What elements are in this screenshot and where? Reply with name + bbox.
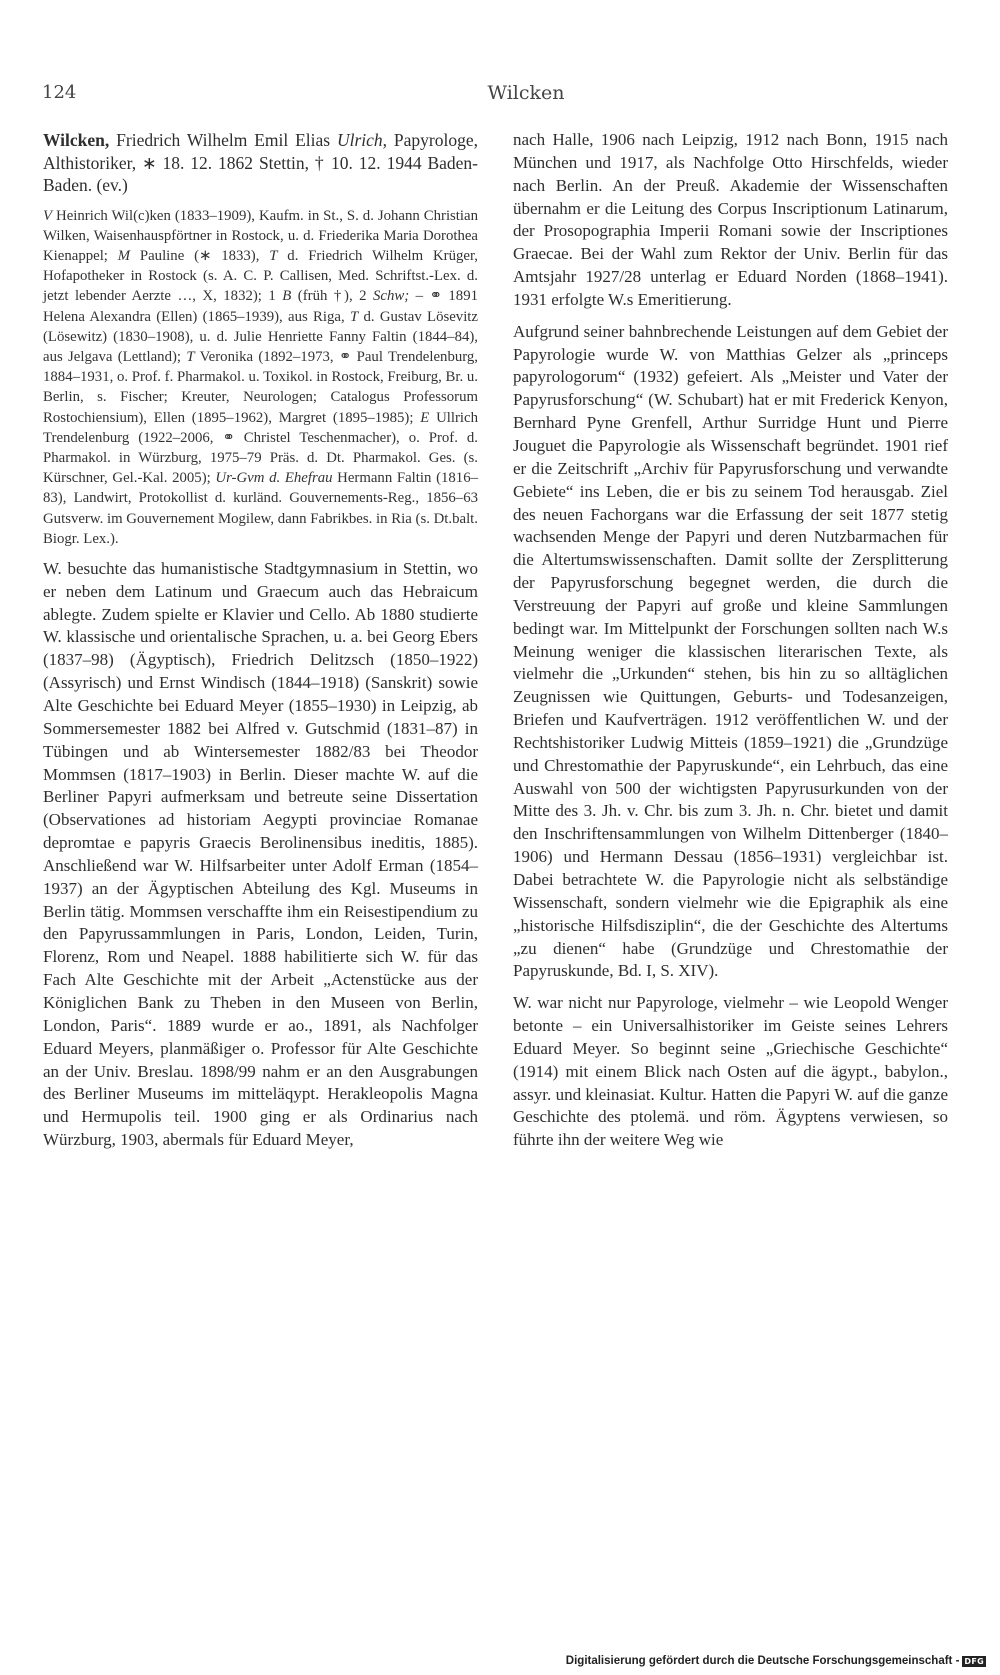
lemma: Wilcken, [43, 130, 110, 150]
running-title-text: Wilcken [487, 82, 565, 104]
left-column [43, 129, 478, 1152]
genealogy-abbrev: T [186, 348, 195, 365]
genealogy-block [43, 206, 478, 549]
body-paragraph-3: Aufgrund seiner bahnbrechende Leistungen auf dem Gebiet der Papyrologie wurde W. von Matthias Gelzer als „princeps papyrologorum“ (1932) gefeiert. Als „Meister und Vater der Papyrusforschung“ (W. Schubart) hat er mit Frederick Kenyon, Bernhard Pyne Grenfell, Arthur Surridge Hunt und Pierre Jouguet die Papyrologie als Wissenschaft begründet. 1901 rief er die Zeitschrift „Archiv für Papyrusforschung und verwandte Gebiete“ ins Leben, die er bis zu seinem Tod herausgab. Ziel des neuen Fachorgans war die Erfassung der seit 1877 stetig wachsenden Menge der Papyri und deren Nutzbarmachen für die Altertumswissenschaften. Damit sollte der Zersplitterung der Papyrusforschung begegnet werden, die durch die Verstreuung der Papyri auf große und kleine Sammlungen bedingt war. Im Mittelpunkt der Forschungen sollten nach W.s Meinung weniger die klassischen literarischen Texte, als vielmehr die „Urkunden“ stehen, bis hin zu so alltäglichen Zeugnissen wie Quittungen, Geburts- und Todesanzeigen, Briefen und Kaufverträgen. 1912 veröffentlichen W. und der Rechtshistoriker Ludwig Mitteis (1859–1921) die „Grundzüge und Chrestomathie der Papyruskunde“, ein Lehrbuch, das eine Auswahl von 500 der wichtigsten Papyrusurkunden von der Mitte des 3. Jh. v. Chr. bis zum 3. Jh. n. Chr. bietet und damit den Inschriftensammlungen von Wilhelm Dittenberger (1840–1906) und Hermann Dessau (1856–1931) vergleichbar ist. Dabei betrachtete W. die Papyrologie nicht als selbständige Wissenschaft, sondern vielmehr wie die Epigraphik als eine „historische Hilfsdisziplin“, die der Geschichte des Altertums „zu dienen“ habe (Grundzüge und Chrestomathie der Papyruskunde, Bd. I, S. XIV). [513, 321, 948, 981]
genealogy-abbrev: B [282, 288, 292, 305]
genealogy-text: d. Gustav Lösevitz (Lösewitz) (1830–1908), u. d. Julie Henriette Fanny Faltin (1844–84), aus Jelgava (Lettland); [43, 308, 478, 365]
genealogy-text: (früh †), 2 [291, 288, 373, 305]
genealogy-text: Pauline (∗ 1833), [130, 247, 270, 264]
genealogy-abbrev: Schw; [373, 288, 410, 305]
genealogy-abbrev: V [43, 207, 53, 224]
running-title [0, 82, 1000, 104]
body-paragraph-2: nach Halle, 1906 nach Leipzig, 1912 nach Bonn, 1915 nach München und 1917, als Nachfolge Otto Hirschfelds, wieder nach Berlin. An der Preuß. Akademie der Wissenschaften übernahm er die Leitung des Corpus Inscriptionum Latinarum, der Prosopographia Imperii Romani sowie der Inscriptiones Graecae. Bei der Wahl zum Rektor der Univ. Berlin für das Amtsjahr 1927/28 unterlag er Eduard Norden (1868–1941). 1931 erfolgte W.s Emeritierung. [513, 130, 948, 309]
digitization-credit [566, 1655, 986, 1667]
dfg-logo: DFG [964, 1656, 984, 1666]
genealogy-text: Ullrich Trendelenburg (1922–2006, ⚭ Christel Teschenmacher), o. Prof. d. Pharmakol. in Würzburg, 1975–79 Präs. d. Dt. Pharmakol. Ges. (s. Kürschner, Gel.-Kal. 2005); [43, 409, 478, 487]
page-number: 124 [42, 82, 77, 103]
genealogy-text: Veronika (1892–1973, ⚭ Paul Trendelenburg, 1884–1931, o. Prof. f. Pharmakol. u. Toxikol. in Rostock, Freiburg, Br. u. Berlin, s. Fischer; Kreuter, Neurologen; Catalogus Professorum Rostochiensium), Ellen (1895–1962), Margret (1895–1985); [43, 348, 478, 426]
genealogy-abbrev: T [269, 247, 278, 264]
credit-text: Digitalisierung gefördert durch die Deutsche Forschungsgemeinschaft - [565, 1655, 960, 1667]
entry-heading [43, 129, 478, 197]
genealogy-text: – ⚭ 1891 Helena Alexandra (Ellen) (1865–1939), aus Riga, [43, 288, 478, 325]
name-italic: Ulrich, [336, 130, 388, 150]
body-paragraph-1: W. besuchte das humanistische Stadtgymnasium in Stettin, wo er neben dem Latinum und Graecum auch das Hebraicum ablegte. Zudem spielte er Klavier und Cello. Ab 1880 studierte W. klassische und orientalische Sprachen, u. a. bei Georg Ebers (1837–98) (Ägyptisch), Friedrich Delitzsch (1850–1922) (Assyrisch) und Ernst Windisch (1844–1918) (Sanskrit) sowie Alte Geschichte bei Eduard Meyer (1855–1930) in Leipzig, ab Sommersemester 1882 bei Alfred v. Gutschmid (1831–87) in Tübingen und ab Wintersemester 1882/83 bei Theodor Mommsen (1817–1903) in Berlin. Dieser machte W. auf die Berliner Papyri aufmerksam und betreute seine Dissertation (Observationes ad historiam Aegypti provinciae Romanae depromtae e papyris Graecis Berolinensibus ineditis, 1885). Anschließend war W. Hilfsarbeiter unter Adolf Erman (1854–1937) an der Ägyptischen Abteilung des Kgl. Museums in Berlin tätig. Mommsen verschaffte ihm ein Reisestipendium zu den Papyrussammlungen in Paris, London, Leiden, Turin, Florenz, Rom und Neapel. 1888 habilitierte sich W. für das Fach Alte Geschichte mit der Arbeit „Actenstücke aus der Königlichen Bank zu Theben in den Museen von Berlin, London, Paris“. 1889 wurde er ao., 1891, als Nachfolger Eduard Meyers, planmäßiger o. Professor für Alte Geschichte an der Univ. Breslau. 1898/99 nahm er an den Ausgrabungen des Berliner Museums im mitteläqypt. Herakleopolis Magna und Hermupolis teil. 1900 ging er als Ordinarius nach Würzburg, 1903, abermals für Eduard Meyer, [43, 558, 478, 1150]
right-column [513, 129, 948, 1152]
genealogy-abbrev: E [420, 409, 430, 426]
genealogy-text: Heinrich Wil(c)ken (1833–1909), Kaufm. in St., S. d. Johann Christian Wilken, Waisenhauspförtner in Rostock, u. d. Friederika Maria Dorothea Kienappel; [43, 207, 478, 264]
genealogy-text: d. Friedrich Wilhelm Krüger, Hofapotheker in Rostock (s. A. C. P. Callisen, Med. Schriftst.-Lex. d. jetzt lebender Aerzte …, X, 1832); 1 [43, 247, 478, 305]
genealogy-abbrev: Ur-Gvm d. Ehefrau [215, 470, 333, 487]
name-plain: Friedrich Wilhelm Emil Elias [109, 130, 337, 150]
genealogy-abbrev: T [349, 308, 359, 325]
genealogy-abbrev: M [117, 247, 131, 264]
heading-rest: Papyrologe, Althistoriker, ∗ 18. 12. 1862 Stettin, † 10. 12. 1944 Baden-Baden. (ev.) [43, 130, 478, 195]
genealogy-text: Hermann Faltin (1816–83), Landwirt, Protokollist d. kurländ. Gouvernements-Reg., 1856–63 Gutsverw. im Gouvernement Mogilew, dann Fabrikbes. in Ria (s. Dt.balt. Biogr. Lex.). [43, 470, 478, 547]
body-paragraph-4: W. war nicht nur Papyrologe, vielmehr – wie Leopold Wenger betonte – ein Universalhistoriker im Geiste seines Lehrers Eduard Meyer. So beginnt seine „Griechische Geschichte“ (1914) mit einem Blick nach Osten auf die ägypt., babylon., assyr. und kleinasiat. Kultur. Hatten die Papyri W. auf die ganze Geschichte des ptolemä. und röm. Ägyptens verwiesen, so führte ihn der weitere Weg wie [513, 993, 948, 1150]
